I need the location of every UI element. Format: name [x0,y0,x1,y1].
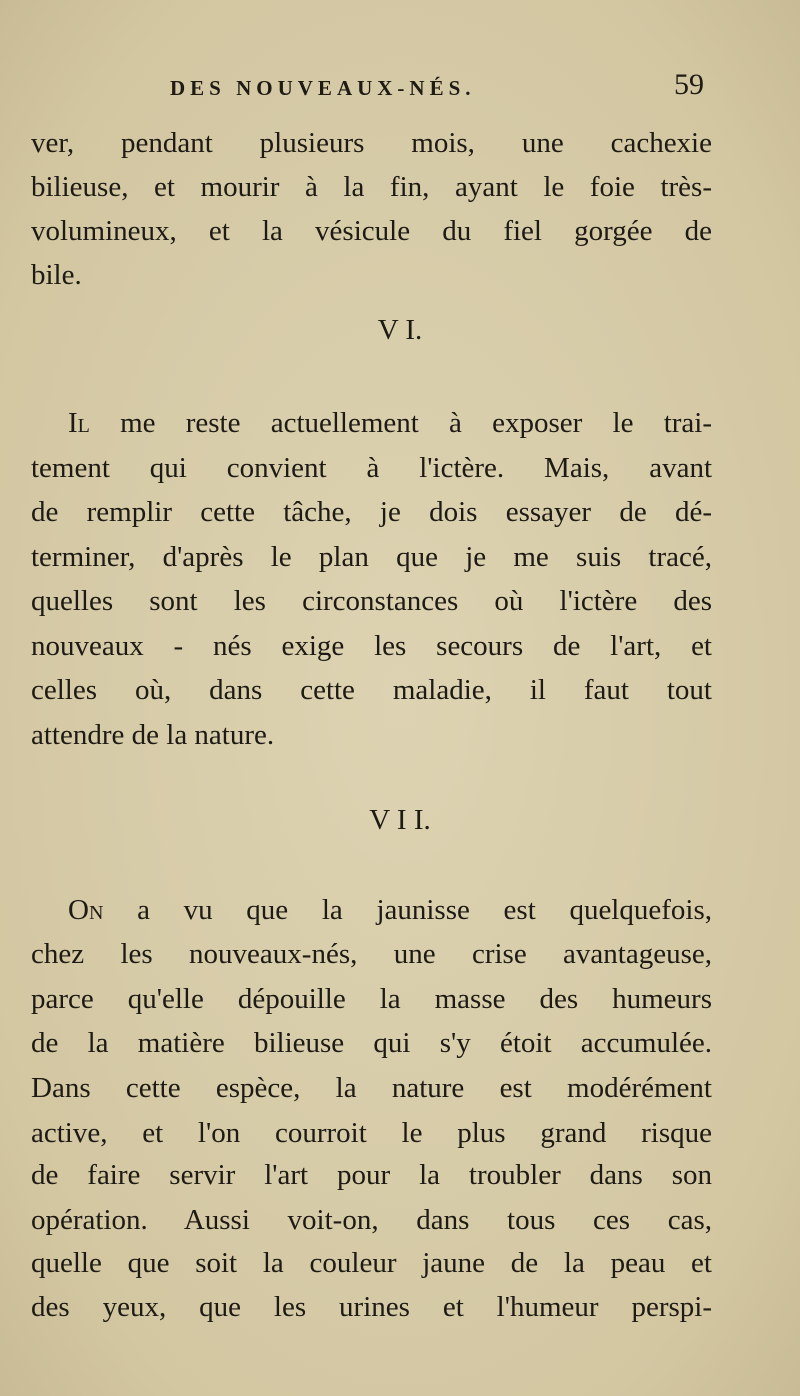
text-line-first [68,403,712,443]
drop-lead-word: Il [68,407,90,439]
text-line: celles où, dans cette maladie, il faut tout [31,674,712,706]
text-line: quelle que soit la couleur jaune de la peau et [31,1247,712,1279]
text-line: terminer, d'après le plan que je me suis tracé, [31,541,712,573]
drop-lead-word: On [68,894,104,926]
section-heading-vii: V I I. [369,804,431,836]
text-line: quelles sont les circonstances où l'ictère des [31,585,712,617]
text-line: parce qu'elle dépouille la masse des humeurs [31,983,712,1015]
text-line: de remplir cette tâche, je dois essayer de dé- [31,496,712,528]
page-number: 59 [674,68,704,101]
text-line: tement qui convient à l'ictère. Mais, avant [31,452,712,484]
text-run: a vu que la jaunisse est quelquefois, [103,894,712,926]
text-run: me reste actuellement à exposer le trai- [89,407,712,439]
text-line: chez les nouveaux-nés, une crise avantageuse, [31,938,712,970]
section-heading-vi: V I. [377,314,423,346]
text-line: ver, pendant plusieurs mois, une cachexie [31,127,712,159]
text-line: bile. [31,259,82,291]
text-line: de la matière bilieuse qui s'y étoit accumulée. [31,1027,712,1059]
running-title: DES NOUVEAUX-NÉS. [170,76,476,100]
text-line: nouveaux - nés exige les secours de l'art, et [31,630,712,662]
text-line: Dans cette espèce, la nature est modérément [31,1072,712,1104]
text-line: attendre de la nature. [31,719,275,751]
text-line: bilieuse, et mourir à la fin, ayant le foie très- [31,171,712,203]
text-line-first [68,890,712,930]
text-line: opération. Aussi voit-on, dans tous ces cas, [31,1204,712,1236]
text-line: des yeux, que les urines et l'humeur perspi- [31,1291,712,1323]
text-line: active, et l'on courroit le plus grand risque [31,1117,712,1149]
text-line: de faire servir l'art pour la troubler dans son [31,1159,712,1191]
text-line: volumineux, et la vésicule du fiel gorgée de [31,215,712,247]
